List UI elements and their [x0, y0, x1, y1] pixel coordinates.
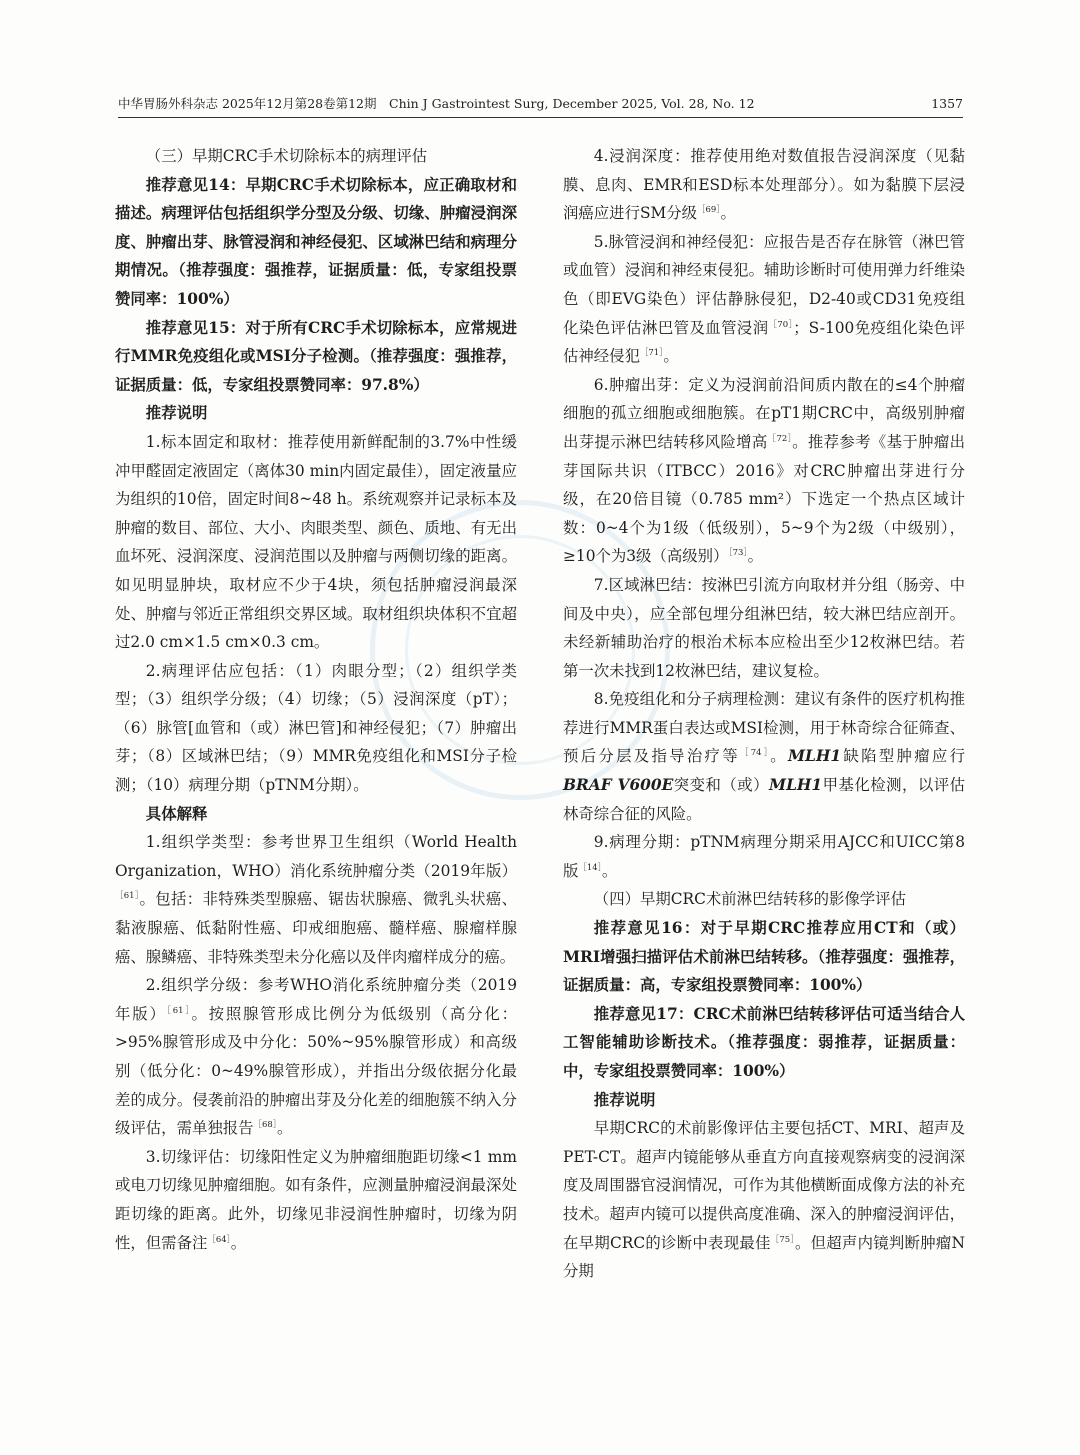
citation-ref: ［70］ — [768, 318, 794, 329]
gene-name: MLH1 — [788, 747, 842, 766]
citation-ref: ［14］ — [578, 861, 602, 872]
citation-ref: ［74］ — [739, 747, 771, 758]
section-heading: （四）早期CRC术前淋巴结转移的影像学评估 — [593, 890, 906, 909]
paragraph-lymph-nodes: 7.区域淋巴结：按淋巴引流方向取材并分组（肠旁、中间及中央），应全部包埋分组淋巴结，较大淋巴结应剖开。未经新辅助治疗的根治术标本应检出至少12枚淋巴结。若第一次未找到12枚淋巴结，建议复检。 — [563, 575, 965, 680]
paragraph-vascular-invasion: 5.脉管浸润和神经侵犯：应报告是否存在脉管（淋巴管或血管）浸润和神经束侵犯。辅助诊断时可使用弹力纤维染色（即EVG染色）评估静脉侵犯，D2-40或CD31免疫组化染色评估淋巴管及血管浸润$^{[70]}$；S-100免疫组化染色评估神经侵犯$^{[71]}$。 — [563, 232, 965, 366]
paragraph-tumor-budding: 6.肿瘤出芽：定义为浸润前沿间质内散在的≤4个肿瘤细胞的孤立细胞或细胞簇。在pT1期CRC中，高级别肿瘤出芽提示淋巴结转移风险增高$^{[72]}$。推荐参考《基于肿瘤出芽国际共识（ITBCC）2016》对CRC肿瘤出芽进行分级，在20倍目镜（0.785 mm²）下选定一个热点区域计数：0~4个为1级（低级别），5~9个为2级（中级别），≥10个为3级（高级别）$^{[73]}$。 — [563, 375, 965, 566]
paragraph-staging: 9.病理分期：pTNM病理分期采用AJCC和UICC第8版$^{[14]}$。 — [563, 833, 965, 880]
citation-ref: ［73］ — [728, 547, 748, 558]
citation-ref: ［64］ — [207, 1233, 231, 1244]
citation-ref: ［75］ — [770, 1233, 795, 1244]
page-number: 1357 — [931, 96, 963, 111]
paragraph-margin: 3.切缘评估：切缘阳性定义为肿瘤细胞距切缘<1 mm或电刀切缘见肿瘤细胞。如有条件，应测量肿瘤浸润最深处距切缘的距离。此外，切缘见非浸润性肿瘤时，切缘为阴性，但需备注$^{[64]}$。 — [115, 1147, 517, 1252]
paragraph-immunohistochemistry: 8.免疫组化和分子病理检测：建议有条件的医疗机构推荐进行MMR蛋白表达或MSI检测，用于林奇综合征筛查、预后分层及指导治疗等$^{[74]}$。MLH1缺陷型肿瘤应行BRAF V600E突变和（或）MLH1甲基化检测，以评估林奇综合征的风险。 — [563, 690, 965, 823]
journal-citation: 中华胃肠外科杂志 2025年12月第28卷第12期 Chin J Gastrointest Surg, December 2025, Vol. 28, No. 12 — [118, 96, 755, 111]
paragraph-invasion-depth: 4.浸润深度：推荐使用绝对数值报告浸润深度（见黏膜、息肉、EMR和ESD标本处理部分）。如为黏膜下层浸润癌应进行SM分级$^{[69]}$。 — [563, 147, 965, 223]
citation-ref: ［69］ — [697, 204, 721, 215]
paragraph-imaging: 早期CRC的术前影像评估主要包括CT、MRI、超声及PET-CT。超声内镜能够从垂直方向直接观察病变的浸润深度及周围器官浸润情况，可作为其他横断面成像方法的补充技术。超声内镜可以提供高度准确、深入的肿瘤浸润评估，在早期CRC的诊断中表现最佳$^{[75]}$。但超声内镜判断肿瘤N分期 — [563, 1119, 966, 1281]
citation-ref: ［71］ — [639, 347, 664, 358]
paragraph-histologic-grade: 2.组织学分级：参考WHO消化系统肿瘤分类（2019年版）$^{[61]}$。按照腺管形成比例分为低级别（高分化：>95%腺管形成及中分化：50%~95%腺管形成）和高级别（低分化：0~49%腺管形成），并指出分级依据分化最差的成分。侵袭前沿的肿瘤出芽及分化差的细胞簇不纳入分级评估，需单独报告$^{[68]}$。 — [115, 976, 517, 1138]
running-header — [118, 93, 963, 118]
recommendation-17: 推荐意见17：CRC术前淋巴结转移评估可适当结合人工智能辅助诊断技术。（推荐强度：弱推荐，证据质量：中，专家组投票赞同率：100%） — [563, 1004, 965, 1080]
paragraph-pathology-items: 2.病理评估应包括：（1）肉眼分型；（2）组织学类型；（3）组织学分级；（4）切缘；（5）浸润深度（pT）；（6）脉管[血管和（或）淋巴管]和神经侵犯；（7）肿瘤出芽；（8）区域淋巴结；（9）MMR免疫组化和MSI分子检测；（10）病理分期（pTNM分期）。 — [115, 661, 517, 795]
explanation-heading: 推荐说明 — [593, 1090, 656, 1109]
detail-heading: 具体解释 — [145, 804, 208, 823]
recommendation-15: 推荐意见15：对于所有CRC手术切除标本，应常规进行MMR免疫组化或MSI分子检测。（推荐强度：强推荐，证据质量：低，专家组投票赞同率：97.8%） — [115, 318, 517, 394]
paragraph-histologic-type: 1.组织学类型：参考世界卫生组织（World Health Organization，WHO）消化系统肿瘤分类（2019年版）$^{[61]}$。包括：非特殊类型腺癌、锯齿状腺癌、微乳头状癌、黏液腺癌、低黏附性癌、印戒细胞癌、髓样癌、腺瘤样腺癌、腺鳞癌、非特殊类型未分化癌以及伴肉瘤样成分的癌。 — [115, 833, 517, 966]
citation-ref: ［61］ — [115, 890, 140, 901]
section-heading: （三）早期CRC手术切除标本的病理评估 — [145, 147, 428, 165]
citation-ref: ［72］ — [767, 433, 793, 444]
gene-name: BRAF V600E — [563, 776, 674, 795]
paragraph-specimen-fixation: 1.标本固定和取材：推荐使用新鲜配制的3.7%中性缓冲甲醛固定液固定（离体30 min内固定最佳），固定液量应为组织的10倍，固定时间8~48 h。系统观察并记录标本及肿瘤的数目、部位、大小、肉眼类型、颜色、质地、有无出血坏死、浸润深度、浸润范围以及肿瘤与两侧切缘的距离。如见明显肿块，取材应不少于4块，须包括肿瘤浸润最深处、肿瘤与邻近正常组织交界区域。取材组织块体积不宜超过2.0 cm×1.5 cm×0.3 cm。 — [115, 432, 517, 652]
recommendation-14: 推荐意见14：早期CRC手术切除标本，应正确取材和描述。病理评估包括组织学分型及分级、切缘、肿瘤浸润深度、肿瘤出芽、脉管浸润和神经侵犯、区域淋巴结和病理分期情况。（推荐强度：强推荐，证据质量：低，专家组投票赞同率：100%） — [115, 175, 517, 308]
recommendation-16: 推荐意见16：对于早期CRC推荐应用CT和（或）MRI增强扫描评估术前淋巴结转移。（推荐强度：强推荐，证据质量：高，专家组投票赞同率：100%） — [563, 919, 965, 995]
citation-ref: ［68］ — [253, 1119, 277, 1130]
gene-name: MLH1 — [769, 776, 823, 795]
left-column — [115, 142, 517, 1257]
explanation-heading: 推荐说明 — [145, 404, 208, 423]
citation-ref: ［61］ — [166, 1004, 192, 1015]
right-column — [563, 142, 965, 1286]
